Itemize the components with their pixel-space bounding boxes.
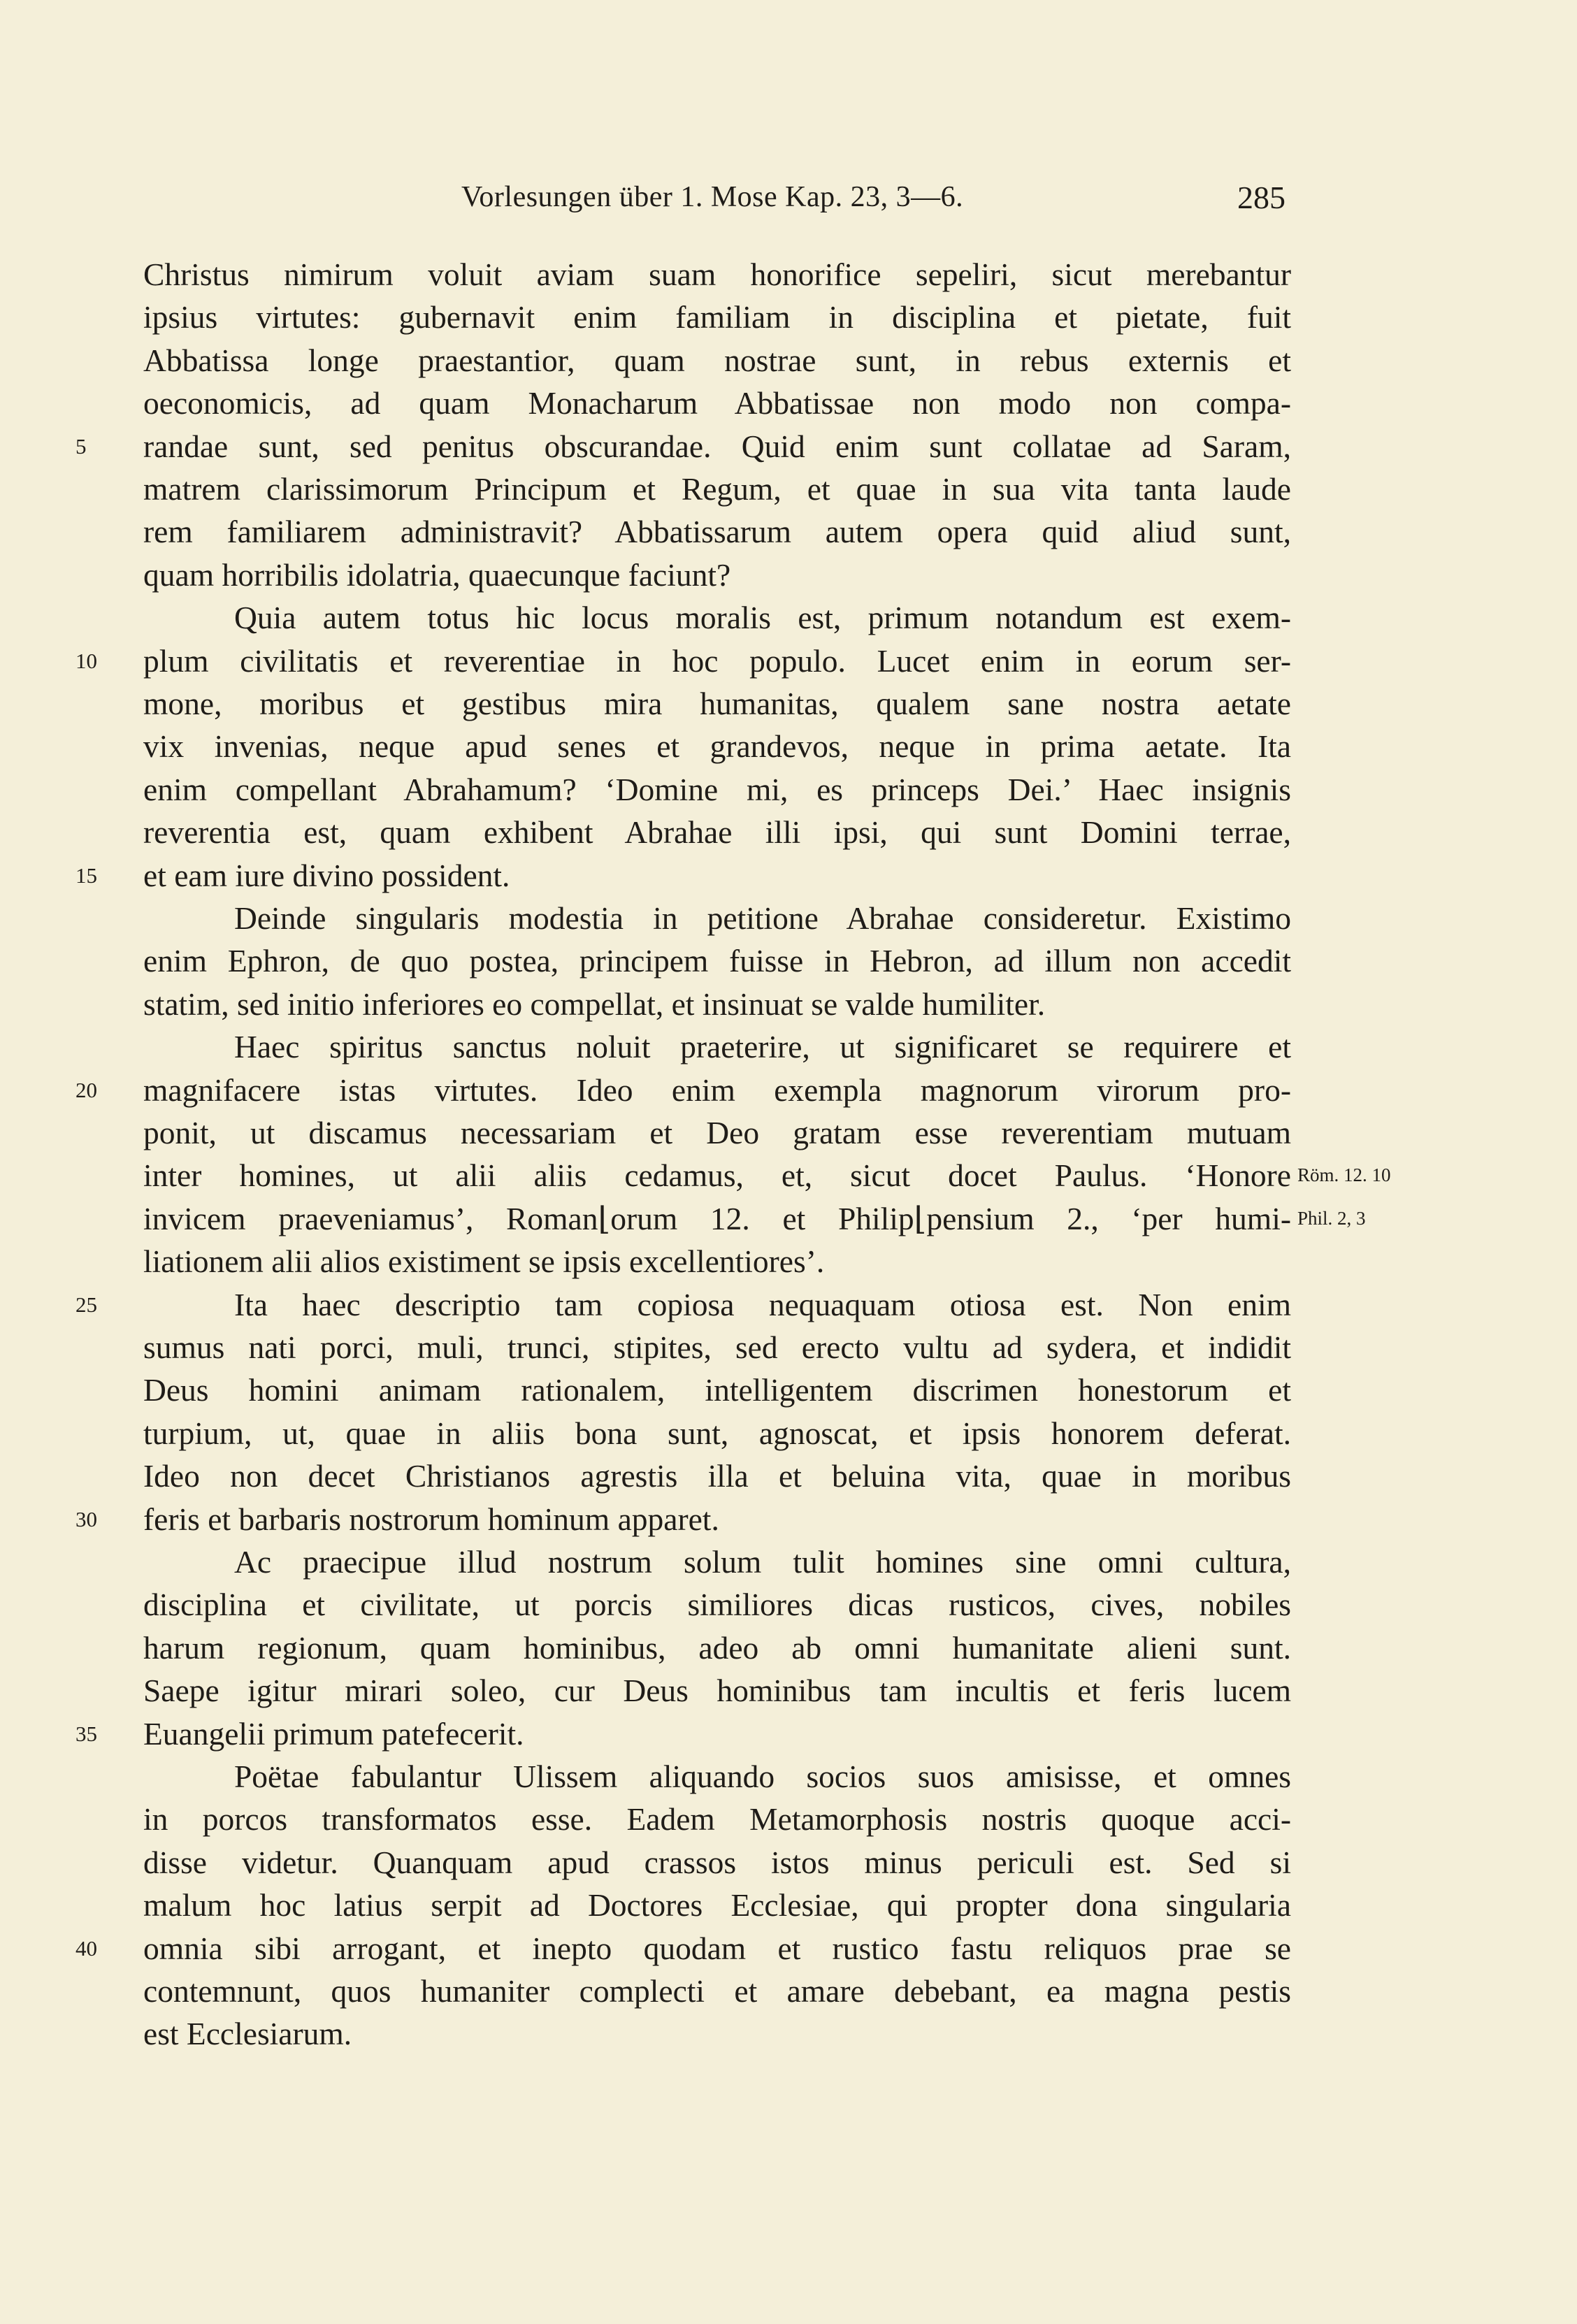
text-line: disciplina et civilitate, ut porcis similiores dicas rusticos, cives, nobiles (143, 1587, 1291, 1622)
text-line: Quia autem totus hic locus moralis est, primum notandum est exem- (234, 600, 1291, 635)
text-line: reverentia est, quam exhibent Abrahae illi ipsi, qui sunt Domini terrae, (143, 814, 1291, 850)
text-line: Christus nimirum voluit aviam suam honorifice sepeliri, sicut merebantur (143, 257, 1291, 292)
text-line: Deus homini animam rationalem, intelligentem discrimen honestorum et (143, 1372, 1291, 1408)
text-line: omnia sibi arrogant, et inepto quodam et rustico fastu reliquos prae se (143, 1930, 1291, 1966)
text-line: mone, moribus et gestibus mira humanitas, qualem sane nostra aetate (143, 686, 1291, 721)
line-number: 40 (75, 1936, 97, 1961)
margin-reference: Röm. 12. 10 (1297, 1164, 1391, 1185)
text-line: Poëtae fabulantur Ulissem aliquando socios suos amisisse, et omnes (234, 1759, 1291, 1794)
text-line: magnifacere istas virtutes. Ideo enim exempla magnorum virorum pro- (143, 1072, 1291, 1108)
text-line: Abbatissa longe praestantior, quam nostrae sunt, in rebus externis et (143, 342, 1291, 378)
text-line: inter homines, ut alii aliis cedamus, et, sicut docet Paulus. ‘Honore (143, 1157, 1291, 1193)
text-line: ipsius virtutes: gubernavit enim familiam in disciplina et pietate, fuit (143, 299, 1291, 335)
line-number: 20 (75, 1078, 97, 1102)
text-line: Ita haec descriptio tam copiosa nequaquam otiosa est. Non enim (234, 1287, 1291, 1322)
text-line: malum hoc latius serpit ad Doctores Ecclesiae, qui propter dona singularia (143, 1887, 1291, 1923)
text-line: ponit, ut discamus necessariam et Deo gratam esse reverentiam mutuam (143, 1115, 1291, 1150)
text-line: plum civilitatis et reverentiae in hoc populo. Lucet enim in eorum ser- (143, 643, 1291, 679)
line-number: 15 (75, 863, 97, 888)
text-line: Haec spiritus sanctus noluit praeterire, ut significaret se requirere et (234, 1029, 1291, 1064)
text-line: feris et barbaris nostrorum hominum apparet. (143, 1501, 719, 1537)
text-line: sumus nati porci, muli, trunci, stipites, sed erecto vultu ad sydera, et indidit (143, 1329, 1291, 1365)
text-line: randae sunt, sed penitus obscurandae. Quid enim sunt collatae ad Saram, (143, 428, 1291, 464)
text-line: oeconomicis, ad quam Monacharum Abbatissae non modo non compa- (143, 385, 1291, 421)
margin-reference: Phil. 2, 3 (1297, 1208, 1366, 1229)
text-line: in porcos transformatos esse. Eadem Metamorphosis nostris quoque acci- (143, 1801, 1291, 1837)
line-number: 10 (75, 649, 97, 673)
text-line: turpium, ut, quae in aliis bona sunt, agnoscat, et ipsis honorem deferat. (143, 1415, 1291, 1451)
text-line: rem familiarem administravit? Abbatissarum autem opera quid aliud sunt, (143, 514, 1291, 549)
line-number: 35 (75, 1722, 97, 1746)
text-line: quam horribilis idolatria, quaecunque faciunt? (143, 557, 731, 593)
text-line: Saepe igitur mirari soleo, cur Deus hominibus tam incultis et feris lucem (143, 1673, 1291, 1708)
text-line: invicem praeveniamus’, Roman⌊orum 12. et Philip⌊pensium 2., ‘per humi- (143, 1201, 1291, 1236)
text-line: matrem clarissimorum Principum et Regum, et quae in sua vita tanta laude (143, 471, 1291, 507)
text-line: Ideo non decet Christianos agrestis illa et beluina vita, quae in moribus (143, 1458, 1291, 1494)
line-number: 5 (75, 434, 87, 459)
text-line: et eam iure divino possident. (143, 858, 510, 893)
text-line: contemnunt, quos humaniter complecti et amare debebant, ea magna pestis (143, 1973, 1291, 2009)
line-number: 25 (75, 1292, 97, 1317)
text-line: disse videtur. Quanquam apud crassos istos minus periculi est. Sed si (143, 1845, 1291, 1880)
text-line: enim compellant Abrahamum? ‘Domine mi, es princeps Dei.’ Haec insignis (143, 772, 1291, 807)
text-line: vix invenias, neque apud senes et grandevos, neque in prima aetate. Ita (143, 728, 1291, 764)
text-line: Ac praecipue illud nostrum solum tulit homines sine omni cultura, (234, 1544, 1291, 1580)
text-line: liationem alii alios existiment se ipsis excellentiores’. (143, 1243, 825, 1279)
page-number: 285 (1237, 180, 1286, 215)
line-number: 30 (75, 1507, 97, 1531)
text-line: Euangelii primum patefecerit. (143, 1716, 524, 1752)
text-line: Deinde singularis modestia in petitione Abrahae consideretur. Existimo (234, 900, 1291, 936)
text-line: harum regionum, quam hominibus, adeo ab omni humanitate alieni sunt. (143, 1630, 1291, 1666)
text-line: statim, sed initio inferiores eo compellat, et insinuat se valde humiliter. (143, 986, 1046, 1022)
text-line: est Ecclesiarum. (143, 2016, 352, 2051)
running-header: Vorlesungen über 1. Mose Kap. 23, 3—6. (461, 181, 964, 213)
text-line: enim Ephron, de quo postea, principem fuisse in Hebron, ad illum non accedit (143, 943, 1291, 979)
